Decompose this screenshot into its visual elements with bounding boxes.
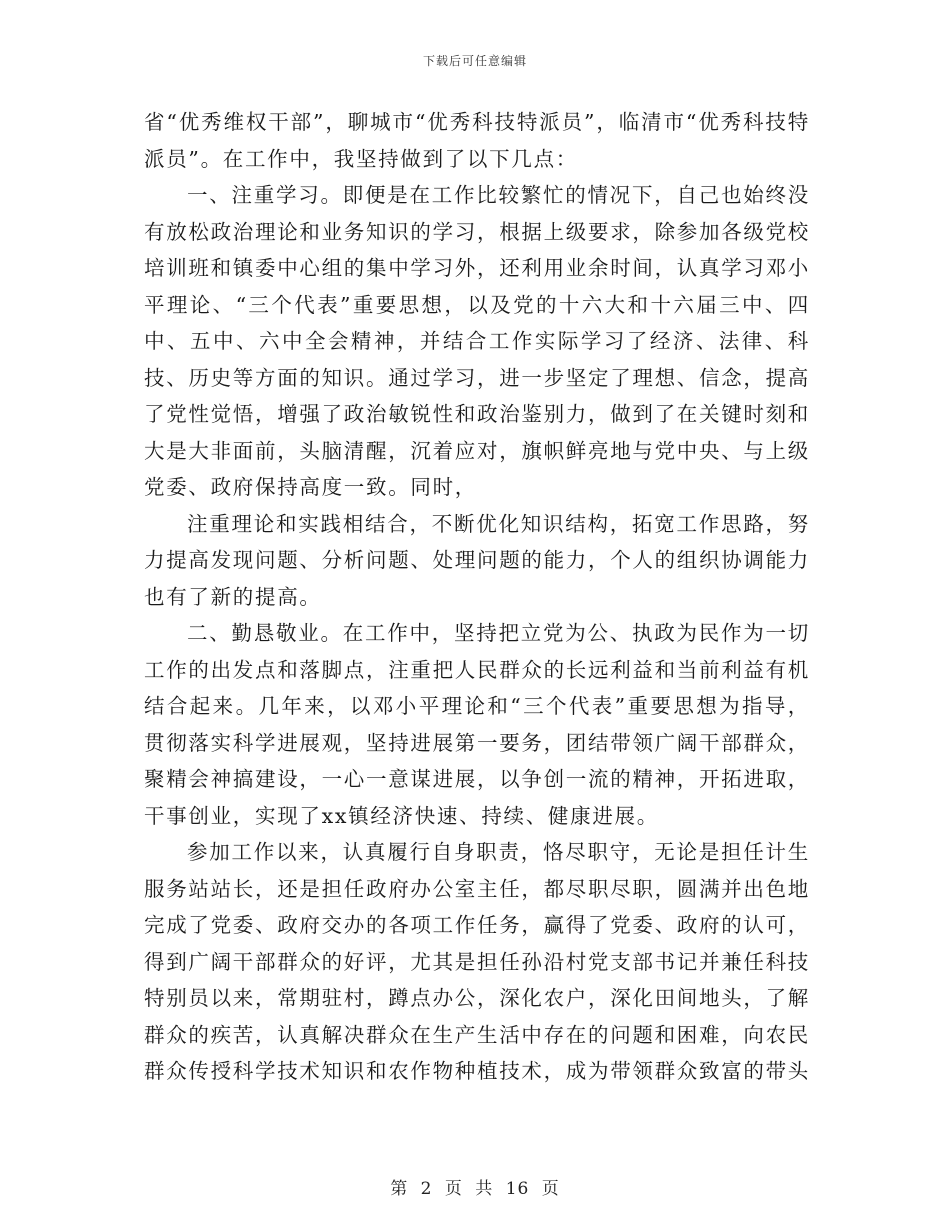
paragraph-dedication: 二、勤恳敬业。在工作中，坚持把立党为公、执政为民作为一切工作的出发点和落脚点，注重把人民群众的长远利益和当前利益有机结合起来。几年来，以邓小平理论和“三个代表”重要思想为指导，贯彻落实科学进展观，坚持进展第一要务，团结带领广阔干部群众，聚精会神搞建设，一心一意谋进展，以争创一流的精神，开拓进取，干事创业，实现了xx镇经济快速、持续、健康进展。 — [144, 621, 810, 828]
paragraph-work-history: 参加工作以来，认真履行自身职责，恪尽职守，无论是担任计生服务站站长，还是担任政府办公室主任，都尽职尽职，圆满并出色地完成了党委、政府交办的各项工作任务，赢得了党委、政府的认可，得到广阔干部群众的好评，尤其是担任孙沿村党支部书记并兼任科技特别员以来，常期驻村，蹲点办公，深化农户，深化田间地头，了解群众的疾苦，认真解决群众在生产生活中存在的问题和困难，向农民群众传授科学技术知识和农作物种植技术，成为带领群众致富的带头 — [144, 840, 810, 1083]
paragraph-study: 一、注重学习。即便是在工作比较繁忙的情况下，自己也始终没有放松政治理论和业务知识的学习，根据上级要求，除参加各级党校培训班和镇委中心组的集中学习外，还利用业余时间，认真学习邓小平理论、“三个代表”重要思想，以及党的十六大和十六届三中、四中、五中、六中全会精神，并结合工作实际学习了经济、法律、科技、历史等方面的知识。通过学习，进一步坚定了理想、信念，提高了党性觉悟，增强了政治敏锐性和政治鉴别力，做到了在关键时刻和大是大非面前，头脑清醒，沉着应对，旗帜鲜亮地与党中央、与上级党委、政府保持高度一致。同时， — [144, 183, 810, 499]
paragraph-theory-practice: 注重理论和实践相结合，不断优化知识结构，拓宽工作思路，努力提高发现问题、分析问题、处理问题的能力，个人的组织协调能力也有了新的提高。 — [144, 511, 810, 609]
page-number: 第 2 页 共 16 页 — [390, 1179, 560, 1199]
paragraph-continuation: 省“优秀维权干部”，聊城市“优秀科技特派员”，临清市“优秀科技特派员”。在工作中，我坚持做到了以下几点： — [144, 110, 810, 171]
document-body — [144, 104, 810, 1090]
header-note: 下载后可任意编辑 — [422, 54, 527, 68]
